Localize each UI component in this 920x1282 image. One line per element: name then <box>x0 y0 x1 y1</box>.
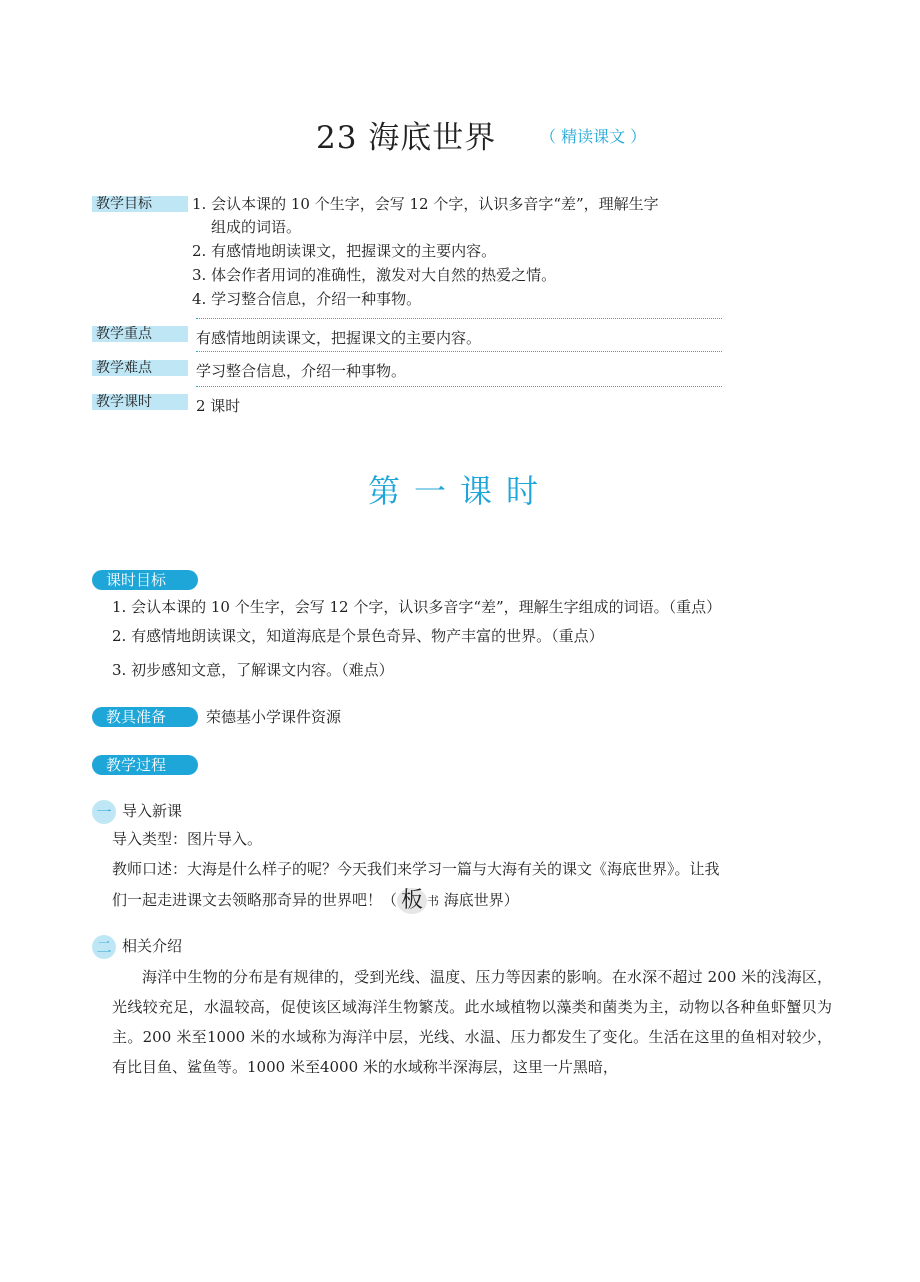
objectives-label: 课时目标 <box>92 570 198 590</box>
board-badge-suffix: 书 <box>427 894 440 908</box>
step-number-badge: 二 <box>92 935 116 959</box>
section-title: 第一课时 <box>367 472 552 510</box>
focus-label: 教学重点 <box>92 326 188 342</box>
hours-text: 2 课时 <box>196 397 241 415</box>
goal-item-2: 2. 有感情地朗读课文，把握课文的主要内容。 <box>192 242 497 260</box>
objective-item-1: 1. 会认本课的 10 个生字，会写 12 个字，认识多音字“差”，理解生字组成的词语。（重点） <box>112 598 722 616</box>
step-number-badge: 一 <box>92 800 116 824</box>
materials-text: 荣德基小学课件资源 <box>206 708 342 726</box>
intro-type: 导入类型：图片导入。 <box>112 830 263 848</box>
step-title: 导入新课 <box>122 802 183 820</box>
difficulty-text: 学习整合信息，介绍一种事物。 <box>196 362 407 380</box>
board-badge: 板 <box>397 888 427 914</box>
narration-text: 们一起走进课文去领略那奇异的世界吧！（ <box>112 891 398 909</box>
goal-item-4: 4. 学习整合信息，介绍一种事物。 <box>192 290 422 308</box>
goals-label: 教学目标 <box>92 196 188 212</box>
materials-label: 教具准备 <box>92 707 198 727</box>
goal-item-1: 1. 会认本课的 10 个生字，会写 12 个字，认识多音字“差”，理解生字 <box>192 195 659 213</box>
divider <box>196 386 722 387</box>
lesson-title: 23 海底世界 <box>316 120 497 156</box>
divider <box>196 351 722 352</box>
teacher-narration-line1: 教师口述：大海是什么样子的呢？今天我们来学习一篇与大海有关的课文《海底世界》。让我 <box>112 860 720 878</box>
objective-item-2: 2. 有感情地朗读课文，知道海底是个景色奇异、物产丰富的世界。（重点） <box>112 627 604 645</box>
focus-text: 有感情地朗读课文，把握课文的主要内容。 <box>196 329 482 347</box>
goal-item-3: 3. 体会作者用词的准确性，激发对大自然的热爱之情。 <box>192 266 557 284</box>
process-label: 教学过程 <box>92 755 198 775</box>
goal-item-1-cont: 组成的词语。 <box>211 218 302 236</box>
teacher-narration-line2 <box>112 888 519 914</box>
step-title: 相关介绍 <box>122 937 183 955</box>
intro-paragraph: 海洋中生物的分布是有规律的，受到光线、温度、压力等因素的影响。在水深不超过 200 米的浅海区，光线较充足，水温较高，促使该区域海洋生物繁茂。此水域植物以藻类和菌类为主，动物以各种鱼虾蟹贝为主。200 米至1000 米的水域称为海洋中层，光线、水温、压力都发生了变化。生活在这里的鱼相对较少，有比目鱼、鲨鱼等。1000 米至4000 米的水域称半深海层，这里一片黑暗， <box>112 968 832 1076</box>
hours-label: 教学课时 <box>92 394 188 410</box>
board-text: 海底世界） <box>439 891 519 909</box>
divider <box>196 318 722 319</box>
lesson-type-tag: （ 精读课文 ） <box>540 127 647 146</box>
difficulty-label: 教学难点 <box>92 360 188 376</box>
objective-item-3: 3. 初步感知文意，了解课文内容。（难点） <box>112 661 394 679</box>
